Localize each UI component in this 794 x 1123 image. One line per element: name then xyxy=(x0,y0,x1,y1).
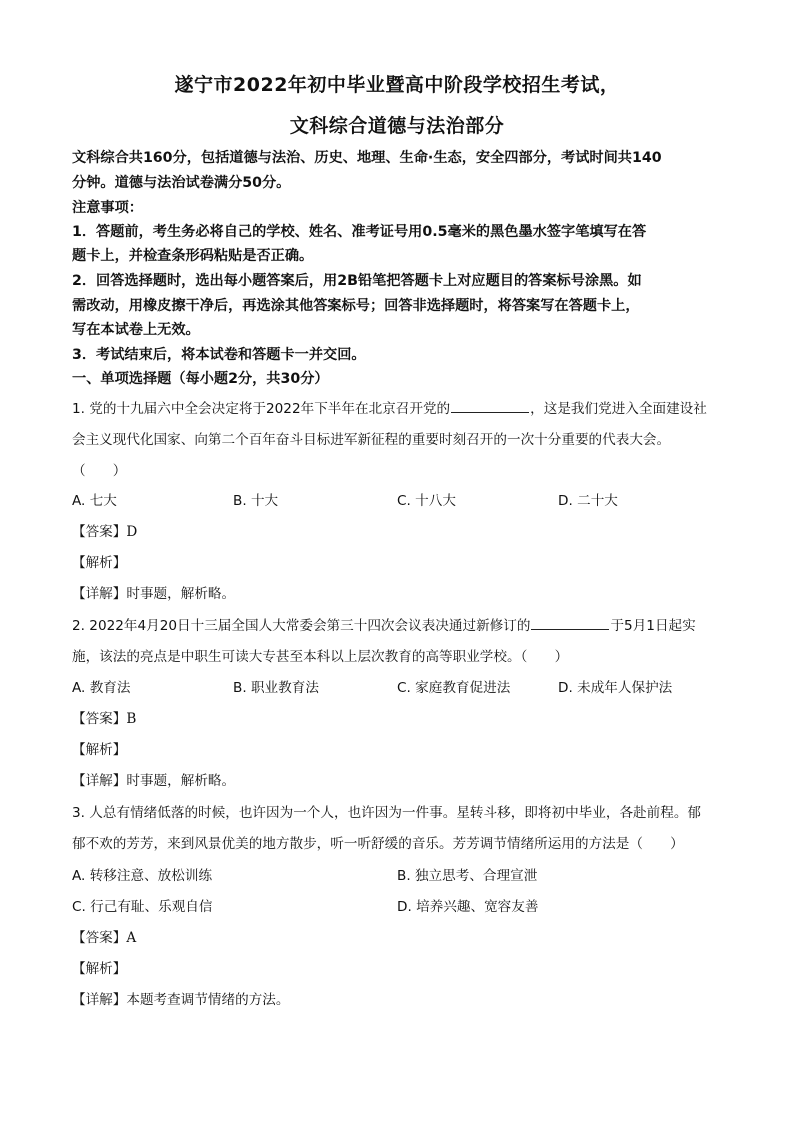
q2-option-d: D. 未成年人保护法 xyxy=(558,680,673,696)
q2-answer: 【答案】B xyxy=(72,711,137,727)
intro-line2: 分钟。道德与法治试卷满分50分。 xyxy=(72,175,291,191)
q1-option-a: A. 七大 xyxy=(72,493,117,509)
q2-stem-line2: 施，该法的亮点是中职生可读大专甚至本科以上层次教育的高等职业学校。（ ） xyxy=(72,649,569,665)
note-2-line3: 写在本试卷上无效。 xyxy=(72,322,200,338)
notes-heading: 注意事项： xyxy=(72,200,143,216)
q2-stem-post: 于5月1日起实 xyxy=(610,618,696,634)
q1-option-b: B. 十大 xyxy=(233,493,279,509)
note-1-line1: 1．答题前，考生务必将自己的学校、姓名、准考证号用0.5毫米的黑色墨水签字笔填写在答 xyxy=(72,224,647,240)
q1-stem-line1 xyxy=(72,400,732,418)
q1-answer: 【答案】D xyxy=(72,524,138,540)
q1-detail: 【详解】时事题，解析略。 xyxy=(72,586,236,602)
q1-stem-line3: （ ） xyxy=(72,463,127,479)
note-3-line1: 3．考试结束后，将本试卷和答题卡一并交回。 xyxy=(72,347,366,363)
q1-stem-line2: 会主义现代化国家、向第二个百年奋斗目标进军新征程的重要时刻召开的一次十分重要的代表大会。 xyxy=(72,432,671,448)
q3-detail: 【详解】本题考查调节情绪的方法。 xyxy=(72,992,290,1008)
q2-option-a: A. 教育法 xyxy=(72,680,131,696)
q3-option-b: B. 独立思考、合理宣泄 xyxy=(397,868,538,884)
exam-title-line2: 文科综合道德与法治部分 xyxy=(289,115,505,137)
note-1-line2: 题卡上，并检查条形码粘贴是否正确。 xyxy=(72,248,314,264)
q1-option-d: D. 二十大 xyxy=(558,493,618,509)
intro-line1: 文科综合共160分，包括道德与法治、历史、地理、生命·生态，安全四部分，考试时间共140 xyxy=(72,150,662,166)
q1-answer-blank xyxy=(451,400,529,413)
q2-analysis: 【解析】 xyxy=(72,742,127,758)
q1-stem-pre: 1. 党的十九届六中全会决定将于2022年下半年在北京召开党的 xyxy=(72,401,451,417)
exam-title-line1: 遂宁市2022年初中毕业暨高中阶段学校招生考试， xyxy=(174,74,620,96)
q3-analysis: 【解析】 xyxy=(72,961,127,977)
q1-analysis: 【解析】 xyxy=(72,555,127,571)
q2-stem-line1 xyxy=(72,617,732,635)
q3-option-a: A. 转移注意、放松训练 xyxy=(72,868,213,884)
q3-answer: 【答案】A xyxy=(72,930,137,946)
q2-answer-blank xyxy=(531,617,609,630)
section1-heading: 一、单项选择题（每小题2分，共30分） xyxy=(72,371,329,387)
q2-detail: 【详解】时事题，解析略。 xyxy=(72,773,236,789)
note-2-line2: 需改动，用橡皮擦干净后，再选涂其他答案标号；回答非选择题时，将答案写在答题卡上， xyxy=(72,298,640,314)
q2-option-b: B. 职业教育法 xyxy=(233,680,319,696)
q1-option-c: C. 十八大 xyxy=(397,493,456,509)
note-2-line1: 2．回答选择题时，选出每小题答案后，用2B铅笔把答题卡上对应题目的答案标号涂黑。如 xyxy=(72,273,642,289)
q1-stem-post: ，这是我们党进入全面建设社 xyxy=(530,401,707,417)
q2-stem-pre: 2. 2022年4月20日十三届全国人大常委会第三十四次会议表决通过新修订的 xyxy=(72,618,531,634)
q2-option-c: C. 家庭教育促进法 xyxy=(397,680,511,696)
q3-option-c: C. 行己有耻、乐观自信 xyxy=(72,899,213,915)
q3-stem-line1: 3. 人总有情绪低落的时候，也许因为一个人，也许因为一件事。星转斗移，即将初中毕业，各赴前程。郁 xyxy=(72,805,702,821)
q3-stem-line2: 郁不欢的芳芳，来到风景优美的地方散步，听一听舒缓的音乐。芳芳调节情绪所运用的方法是（ ） xyxy=(72,836,684,852)
q3-option-d: D. 培养兴趣、宽容友善 xyxy=(397,899,539,915)
